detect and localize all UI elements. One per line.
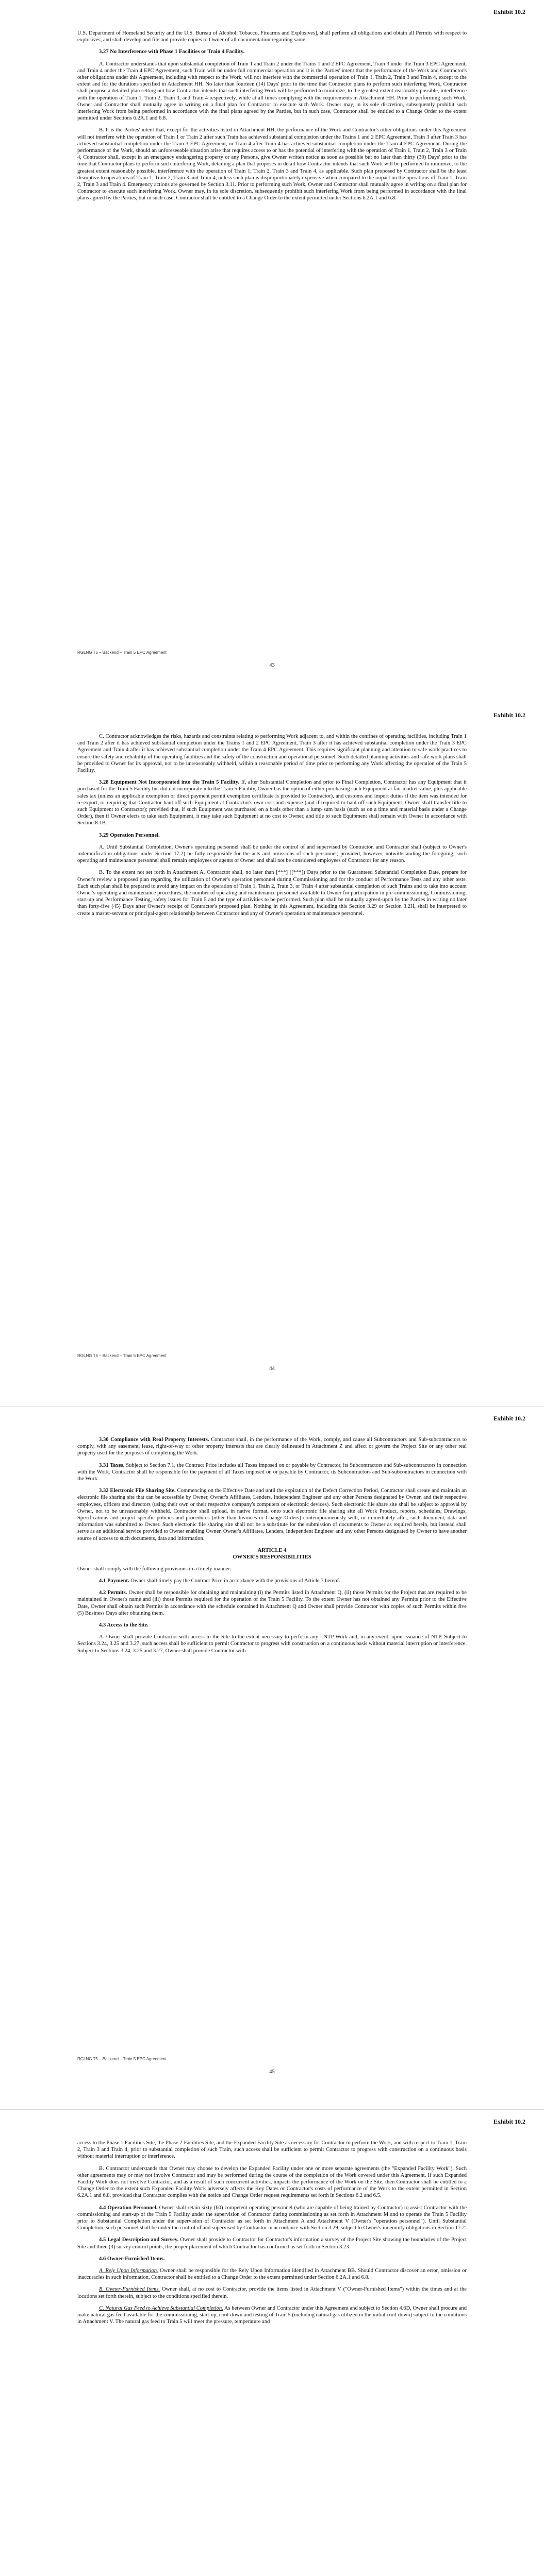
paragraph [77,832,467,839]
subsection-heading: A. Rely Upon Information. [99,2268,158,2274]
paragraph [77,1578,467,1584]
paragraph-text: access to the Phase 1 Facilities Site, the Phase 2 Facilities Site, and the Expanded Facility Site as necessary for Contractor to perform the Work, and with respect to Train 1, Train 2, Train 3 and Train 4, prior to substantial completion of such Train, such access shall be sufficient to permit Contractor to progress with construction on a continuous basis without material interruption or interference. [77,2140,467,2160]
section-heading: 4.3 Access to the Site. [99,1622,149,1629]
page-body [77,30,467,207]
footer-text: RGLNG T5 – Backend – Train 5 EPC Agreement [77,650,167,655]
paragraph-text: Owner shall be responsible for obtaining and maintaining (i) the Permits listed in Attachment Q, (ii) those Permits for the Project that are required to be maintained in Owner's name and (iii) those Permits required for the operation of the Train 5 Facility. To the extent Owner has not obtained any Permits prior to the Effective Date, Owner shall obtain such Permits in accordance with the schedule contained in Attachment Q and Owner shall provide Contractor with copies of such Permits within five (5) Business Days after obtaining them. [77,1590,467,1616]
paragraph-text: U.S. Department of Homeland Security and the U.S. Bureau of Alcohol, Tobacco, Firearms and Explosives], shall perform all obligations and obtain all Permits with respect to explosives, and shall develop and file and provide copies to Owner of all documentation regarding same. [77,30,467,43]
paragraph [77,30,467,43]
section-heading: 3.31 Taxes. [99,1462,125,1468]
page-body [77,1436,467,1659]
paragraph [77,1622,467,1629]
paragraph-text: Owner shall retain sixty (60) competent operating personnel (who are capable of being trained by Contractor) to assist Contractor with the commissioning and start-up of the Train 5 Facility under the supervision of Contractor during commissioning as set forth in Attachment M and to operate the Train 5 Facility prior to Substantial Completion under the supervision of Contractor as set forth in Attachment A and Attachment V (Owner's "operation personnel"). Until Substantial Completion, such personnel shall be under the control of and supervised by Contractor in accordance with Section 3.29, subject to Owner's indemnity obligations in Section 17.2. [77,2205,467,2231]
paragraph [77,2256,467,2262]
page-footer [77,650,467,681]
paragraph-text: B. Contractor understands that Owner may choose to develop the Expanded Facility under one or more separate agreements (the "Expanded Facility Work"). Such other agreements may or may not involve Contractor and may be performed during the course of the completion of the Work covered under this Agreement. If such Expanded Facility Work does not involve Contractor, and as a result of such concurrent activities, impacts the performance of the Work on the Site, then Contractor shall be entitled to a Change Order to the extent such Expanded Facility Work adversely affects the Key Dates or Contractor's costs of performance of the Work to the extent permitted in Section 6.2A.1 and 6.8, provided that Contractor complies with the notice and Change Order request requirements set forth in Sections 6.2 and 6.5. [77,2165,467,2199]
section-heading: 3.29 Operation Personnel. [99,832,160,838]
paragraph [77,733,467,774]
paragraph-text: If, after Substantial Completion and prior to Final Completion, Contractor has any Equipment that it purchased for the Train 5 Facility but did not incorporate into the Train 5 Facility, Owner has the option of either purchasing such Equipment at fair market value, plus applicable sales tax (unless an applicable exemption or direct payment permit exemption certificate is provided to Contractor), and customs and import duties if the item was intended for re-export, or requiring that Contractor haul off such Equipment at Contractor's own cost and expense (and if required to haul off such Equipment, Owner shall transfer title to such Equipment to Contractor); provided that, if such Equipment was purchased on a basis other than a lump sum basis (such as on a time and material basis under a Change Order), then if Owner elects to take such Equipment, it may take such Equipment at no cost to Owner, and title to such Equipment shall remain with Owner in accordance with Section 8.1B. [77,779,467,826]
document-page [0,2110,544,2576]
document-page [0,1406,544,2110]
exhibit-label: Exhibit 10.2 [493,8,525,15]
footer-text: RGLNG T5 – Backend – Train 5 EPC Agreement [77,1353,167,1358]
paragraph-text: Owner shall timely pay the Contract Price in accordance with the provisions of Article 7 hereof. [129,1578,340,1584]
document-page [0,0,544,703]
paragraph-text: Subject to Section 7.1, the Contract Price includes all Taxes imposed on or payable by Contractor, its Subcontractors and Sub-subcontractors in connection with the Work. Contractor shall be responsible for the payment of all Taxes imposed on or payable by Contractor, its Subcontractors and Sub-subcontractors in connection with the Work. [77,1462,467,1482]
paragraph [77,779,467,826]
subsection-heading: C. Natural Gas Feed to Achieve Substantial Completion. [99,2305,223,2311]
paragraph [77,2305,467,2326]
section-heading: 4.5 Legal Description and Survey. [99,2237,179,2243]
section-heading: 4.4 Operation Personnel. [99,2205,158,2211]
exhibit-label: Exhibit 10.2 [493,711,525,719]
paragraph [77,2165,467,2199]
subsection-heading: B. Owner-Furnished Items. [99,2286,160,2293]
paragraph-text: B. To the extent not set forth in Attachment A, Contractor shall, no later than [***] ([***]) Days prior to the Guaranteed Substantial Completion Date, prepare for Owner's review a proposed plan regarding the utilization of Owner's operation personnel during Commissioning and for the conduct of Performance Tests and any other tests. Each such plan shall be prepared to avoid any impact on the operation of Train 1, Train 2, Train 3, or Train 4 after substantial completion of such Trains and to take into account Owner's operating and maintenance procedures, the number of operating and maintenance personnel available to Owner for participation in pre-commissioning, Commissioning, start-up and Performance Testing, safety issues for Train 5 and the type of activities to be performed. Such plan shall be mutually agreed-upon by the Parties in writing no later than forty-five (45) Days after Owner's receipt of Contractor's proposed plan. Nothing in this Agreement, including this Section 3.29 or Section 3.2H, shall be interpreted to create a master-servant or principal-agent relationship between Contractor and any of Owner's operation or maintenance personnel. [77,870,467,917]
paragraph [77,2140,467,2160]
page-body [77,2140,467,2330]
paragraph-text: Commencing on the Effective Date and until the expiration of the Defect Correction Period, Contractor shall create and maintain an electronic file sharing site that can be accessible by Owner, Owner's Affiliates, Lenders, Independent Engineer and any other Persons designated by Owner, and their respective employees, officers and directors (using their own or their respective company's computers or electronic devices). Such electronic file share site shall be subject to approval by Owner, not to be unreasonably withheld. Contractor shall upload, in native format, onto such electronic file sharing site all Work Product, reports, schedules, Drawings, Specifications and project specific policies and procedures (other than Invoices or Change Orders) contemporaneously with, or immediately after, such document, data and information was submitted to Owner. Such electronic file sharing site shall not be a substitute for the submission of documents to Owner as required herein, but instead shall serve as an additional service provided to Owner enabling Owner, Owner's Affiliates, Lenders, Independent Engineer and any other Persons designated by Owner to have another source of access to such documents, data and information. [77,1488,467,1541]
paragraph-text: A. Until Substantial Completion, Owner's operating personnel shall be under the control of and supervised by Contractor, and Contractor shall (subject to Owner's indemnification obligations under Section 17.2) be fully responsible for the acts and omissions of such personnel; provided, however, notwithstanding the foregoing, such operating and maintenance personnel shall remain employees or agents of Owner and shall not be considered employees of Contractor for any reason. [77,844,467,864]
paragraph-text: As between Owner and Contractor under this Agreement and subject to Section 4.6D, Owner shall procure and make natural gas feed available for the commissioning, start-up, cool-down and testing of Train 5 (including natural gas utilized in the initial cool-down) subject to the conditions in Attachment V. The natural gas feed to Train 5 will meet the pressure, temperature and [77,2305,467,2325]
paragraph [77,1634,467,1654]
paragraph [77,2205,467,2232]
section-heading: 4.1 Payment. [99,1578,129,1584]
paragraph-text: B. It is the Parties' intent that, except for the activities listed in Attachment HH, the performance of the Work and Contractor's other obligations under this Agreement will not interfere with the operation of Train 1 or Train 2 after such Train has achieved substantial completion under the Trains 1 and 2 EPC Agreement, Train 3 after Train 3 has achieved substantial completion under the Train 3 EPC Agreement, or Train 4 after Train 4 has achieved substantial completion under the Train 4 EPC Agreement. During the performance of the Work, should an unforeseeable situation arise that requires access to or has the potential of interfering with the operation of Train 1, Train 2, Train 3 or Train 4, Contractor shall, except in an emergency endangering property or any Persons, give Owner written notice as soon as possible but no later than thirty (30) Days' prior to the time that Contractor plans to perform such interfering Work, detailing a plan that proposes in detail how Contractor intends that such Work will be performed to minimize, to the greatest extent reasonably possible, interference with the operation of Train 1, Train 2, Train 3 and Train 4, as applicable. Such plan proposed by Contractor shall be the least disruptive to operations of Train 1, Train 2, Train 3 and Train 4, unless such plan is disproportionately expensive when compared to the impact on the operations of Train 1, Train 2, Train 3 and Train 4. Emergency actions are governed by Section 3.11. Prior to performing such Work, Owner and Contractor shall mutually agree in writing on a final plan for Contractor to execute such interfering Work. Owner may, in its sole discretion, subsequently prohibit such interfering Work from being performed in accordance with the final plans agreed by the Parties, but in such case, Contractor shall be entitled to a Change Order to the extent permitted under Sections 6.2A.1 and 6.8. [77,127,467,201]
paragraph-text: Owner shall, at no cost to Contractor, provide the items listed in Attachment V ("Owner-Furnished Items") within the times and at the locations set forth therein, subject to the conditions specified therein. [77,2286,467,2299]
section-heading: 3.30 Compliance with Real Property Interests. [99,1437,209,1443]
paragraph [77,869,467,917]
page-number: 44 [269,1366,275,1371]
page-footer [77,2057,467,2088]
article-heading: ARTICLE 4 OWNER'S RESPONSIBILITIES [233,1547,311,1560]
paragraph [77,1487,467,1542]
exhibit-label: Exhibit 10.2 [493,1415,525,1422]
paragraph-text: Owner shall comply with the following provisions in a timely manner: [77,1566,232,1572]
paragraph [77,1589,467,1617]
paragraph-text: Contractor shall, in the performance of the Work, comply, and cause all Subcontractors and Sub-subcontractors to comply, with any easement, lease, right-of-way or other property interests that are clearly delineated in Attachment Z and affect or govern the Project Site or any other real property used for the purposes of completing the Work. [77,1437,467,1456]
paragraph [77,1436,467,1457]
paragraph [77,48,467,55]
paragraph-text: A. Owner shall provide Contractor with access to the Site to the extent necessary to perform any LNTP Work and, in any event, upon issuance of NTP. Subject to Sections 3.24, 3.25 and 3.27, such access shall be sufficient to permit Contractor to progress with construction on a continuous basis without material interruption or interference. Subject to Sections 3.24, 3.25 and 3.27, Owner shall provide Contractor with [77,1634,467,1654]
paragraph [77,61,467,122]
paragraph [77,1462,467,1483]
section-heading: 3.32 Electronic File Sharing Site. [99,1488,176,1494]
section-heading: 4.6 Owner-Furnished Items. [99,2256,165,2262]
paragraph-text: A. Contractor understands that upon substantial completion of Train 1 and Train 2 under the Trains 1 and 2 EPC Agreement, Train 3 under the Train 3 EPC Agreement, and Train 4 under the Train 4 EPC Agreement, such Train will be under full commercial operation and it is the Parties' intent that the performance of the Work and Contractor's other obligations under this Agreement, including with respect to the Work, will not interfere with the commercial operation of Train 1, Train 2, Train 3 and Train 4, except to the extent and for the durations specified in Attachment HH. No later than fourteen (14) Days' prior to the time that Contractor plans to perform such interfering Work, Contractor shall propose a detailed plan setting out how Contractor intends that such interfering Work will be performed to minimize, to the greatest extent reasonably possible, interference with the operation of Train 1, Train 2, Train 3, and Train 4 respectively, while at all times complying with the requirements in Attachment HH. Prior to performing such Work, Owner and Contractor shall mutually agree in writing on a final plan for Contractor to execute such Work. Owner may, in its sole discretion, subsequently prohibit such interfering Work from being performed in accordance with the final plans agreed by the Parties, but in such case, Contractor shall be entitled to a Change Order to the extent permitted under Sections 6.2A.1 and 6.8. [77,61,467,122]
paragraph [77,1566,467,1572]
page-body [77,733,467,922]
paragraph [77,844,467,865]
section-heading: 3.27 No Interference with Phase 1 Facilities or Train 4 Facility. [99,49,245,55]
page-number: 45 [269,2069,275,2075]
paragraph [77,2286,467,2299]
page-number: 43 [269,663,275,668]
paragraph [77,127,467,201]
section-heading: 4.2 Permits. [99,1590,127,1596]
paragraph-text: Owner shall provide to Contractor for Contractor's information a survey of the Project Site showing the boundaries of the Project Site and three (3) survey control points, the proper placement of which Contractor has confirmed as set forth in Section 3.23. [77,2237,467,2250]
paragraph [77,2236,467,2250]
footer-text: RGLNG T5 – Backend – Train 5 EPC Agreement [77,2057,167,2061]
paragraph-text: Owner shall be responsible for the Rely Upon Information identified in Attachment BB. Should Contractor discover an error, omission or inaccuracies in such information, Contractor shall be entitled to a Change Order to the extent permitted under Section 6.2A.1 and 6.8. [77,2268,467,2281]
section-heading: 3.28 Equipment Not Incorporated into the Train 5 Facility. [99,779,240,786]
exhibit-label: Exhibit 10.2 [493,2118,525,2125]
document-page [0,703,544,1406]
page-footer [77,1353,467,1384]
paragraph-text: C. Contractor acknowledges the risks, hazards and constraints relating to performing Work adjacent to, and within the confines of operating facilities, including Train 1 and Train 2 after it has achieved substantial completion under the Trains 1 and 2 EPC Agreement, Train 3 after it has achieved substantial completion under the Train 3 EPC Agreement and Train 4 after it has achieved substantial completion under the Train 4 EPC Agreement. This requires significant planning and attention to safe work practices to ensure the safety and reliability of the operating facilities and the safety of the construction and operational personnel. Such detailed planning activities and safe work plans shall be provided to Owner for its approval, not to be unreasonably withheld, within a reasonable period of time prior to performing any Work affecting the operation of the Train 5 Facility. [77,734,467,774]
paragraph [77,2267,467,2281]
